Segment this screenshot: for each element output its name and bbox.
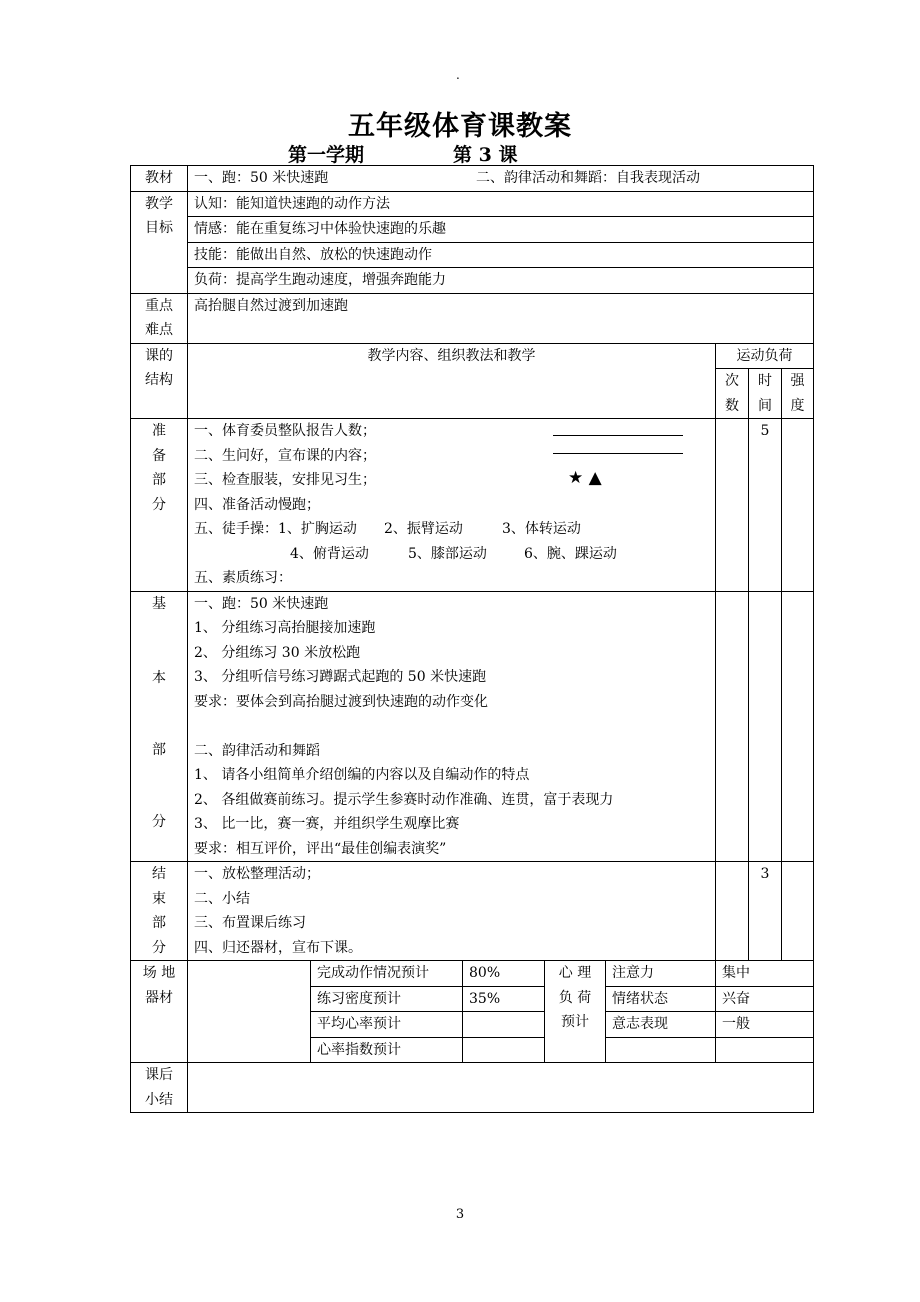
basic-time <box>749 591 782 862</box>
basic-line: 二、韵律活动和舞蹈 <box>194 742 320 759</box>
basic-line: 要求：要体会到高抬腿过渡到快速跑的动作变化 <box>194 693 488 710</box>
formation-symbols: ★ ▲ <box>568 468 602 488</box>
count-header: 次 数 <box>716 369 749 419</box>
psych-value: 集中 <box>716 961 814 987</box>
prep-line: 三、检查服装，安排见习生； <box>194 472 376 488</box>
page-number: 3 <box>455 1207 465 1222</box>
psych-label: 注意力 <box>606 961 716 987</box>
basic-line: 要求：相互评价，评出“最佳创编表演奖” <box>194 840 447 857</box>
venue-label: 场 地 器材 <box>131 961 188 1063</box>
ending-line: 二、小结 <box>194 890 250 907</box>
summary-label: 课后 小结 <box>131 1063 188 1113</box>
psych-empty <box>606 1037 716 1063</box>
stat-label: 完成动作情况预计 <box>311 961 463 987</box>
goal-emotion: 情感：能在重复练习中体验快速跑的乐趣 <box>188 217 814 243</box>
goals-label: 教学 目标 <box>131 191 188 293</box>
basic-line: 3、 分组听信号练习蹲踞式起跑的 50 米快速跑 <box>194 669 487 685</box>
psych-label: 情绪状态 <box>606 986 716 1012</box>
psych-value: 兴奋 <box>716 986 814 1012</box>
load-header: 运动负荷 <box>716 343 814 369</box>
formation-line-2 <box>553 453 683 454</box>
formation-line-1 <box>553 435 683 436</box>
lesson-plan-table <box>130 165 814 1113</box>
ending-count <box>716 862 749 961</box>
prep-line: 一、体育委员整队报告人数； <box>194 423 376 439</box>
psych-label: 意志表现 <box>606 1012 716 1038</box>
semester-label: 第一学期 <box>288 144 365 166</box>
goal-cognition: 认知：能知道快速跑的动作方法 <box>188 191 814 217</box>
ending-label: 结 束 部 分 <box>131 862 188 961</box>
lesson-number: 第 3 课 <box>453 144 518 166</box>
goal-load: 负荷：提高学生跑动速度，增强奔跑能力 <box>188 268 814 294</box>
summary-text <box>188 1063 814 1113</box>
material-label: 教材 <box>131 166 188 192</box>
stat-label: 平均心率预计 <box>311 1012 463 1038</box>
prep-content <box>188 419 716 592</box>
basic-label: 基 本 部 分 <box>131 591 188 862</box>
prep-quality: 五、素质练习： <box>194 570 292 586</box>
material-content <box>188 166 814 192</box>
stat-value <box>463 1037 545 1063</box>
venue-equipment <box>188 961 311 1063</box>
structure-label: 课的 结构 <box>131 343 188 419</box>
ending-line: 四、归还器材，宣布下课。 <box>194 939 362 956</box>
prep-intensity <box>782 419 814 592</box>
basic-line: 3、 比一比，赛一赛，并组织学生观摩比赛 <box>194 816 460 832</box>
stat-value <box>463 1012 545 1038</box>
material-item-2: 二、韵律活动和舞蹈：自我表现活动 <box>476 170 700 186</box>
basic-line-blank <box>194 714 709 739</box>
ending-content <box>188 862 716 961</box>
goal-skill: 技能：能做出自然、放松的快速跑动作 <box>188 242 814 268</box>
prep-label: 准 备 部 分 <box>131 419 188 592</box>
basic-intensity <box>782 591 814 862</box>
key-points-text: 高抬腿自然过渡到加速跑 <box>188 293 814 343</box>
psych-value: 一般 <box>716 1012 814 1038</box>
prep-line: 二、生问好，宣布课的内容； <box>194 447 376 464</box>
basic-line: 2、 各组做赛前练习。提示学生参赛时动作准确、连贯，富于表现力 <box>194 791 614 808</box>
stat-label: 练习密度预计 <box>311 986 463 1012</box>
psych-empty-value <box>716 1037 814 1063</box>
key-points-label: 重点 难点 <box>131 293 188 343</box>
top-dot: . <box>456 68 460 82</box>
ending-time: 3 <box>749 862 782 961</box>
prep-line: 四、准备活动慢跑； <box>194 496 320 513</box>
material-item-1: 一、跑：50 米快速跑 <box>194 170 329 186</box>
stat-label: 心率指数预计 <box>311 1037 463 1063</box>
basic-line: 1、 分组练习高抬腿接加速跑 <box>194 620 376 636</box>
basic-count <box>716 591 749 862</box>
basic-line: 1、 请各小组简单介绍创编的内容以及自编动作的特点 <box>194 767 530 783</box>
prep-count <box>716 419 749 592</box>
content-header: 教学内容、组织教法和教学 <box>188 343 716 419</box>
time-header: 时 间 <box>749 369 782 419</box>
ending-line: 一、放松整理活动； <box>194 866 320 882</box>
page-title: 五年级体育课教案 <box>348 111 572 142</box>
ending-line: 三、布置课后练习 <box>194 915 306 931</box>
psych-load-label: 心 理 负 荷 预计 <box>545 961 606 1063</box>
prep-exercise-row-2: 4、俯背运动 5、膝部运动 6、腕、踝运动 <box>290 545 617 562</box>
prep-time: 5 <box>749 419 782 592</box>
intensity-header: 强 度 <box>782 369 814 419</box>
basic-content <box>188 591 716 862</box>
basic-line: 2、 分组练习 30 米放松跑 <box>194 644 361 661</box>
stat-value: 35% <box>463 986 545 1012</box>
basic-line: 一、跑：50 米快速跑 <box>194 595 329 612</box>
stat-value: 80% <box>463 961 545 987</box>
prep-exercise-row-1: 五、徒手操：1、扩胸运动 2、振臂运动 3、体转运动 <box>194 521 581 537</box>
ending-intensity <box>782 862 814 961</box>
